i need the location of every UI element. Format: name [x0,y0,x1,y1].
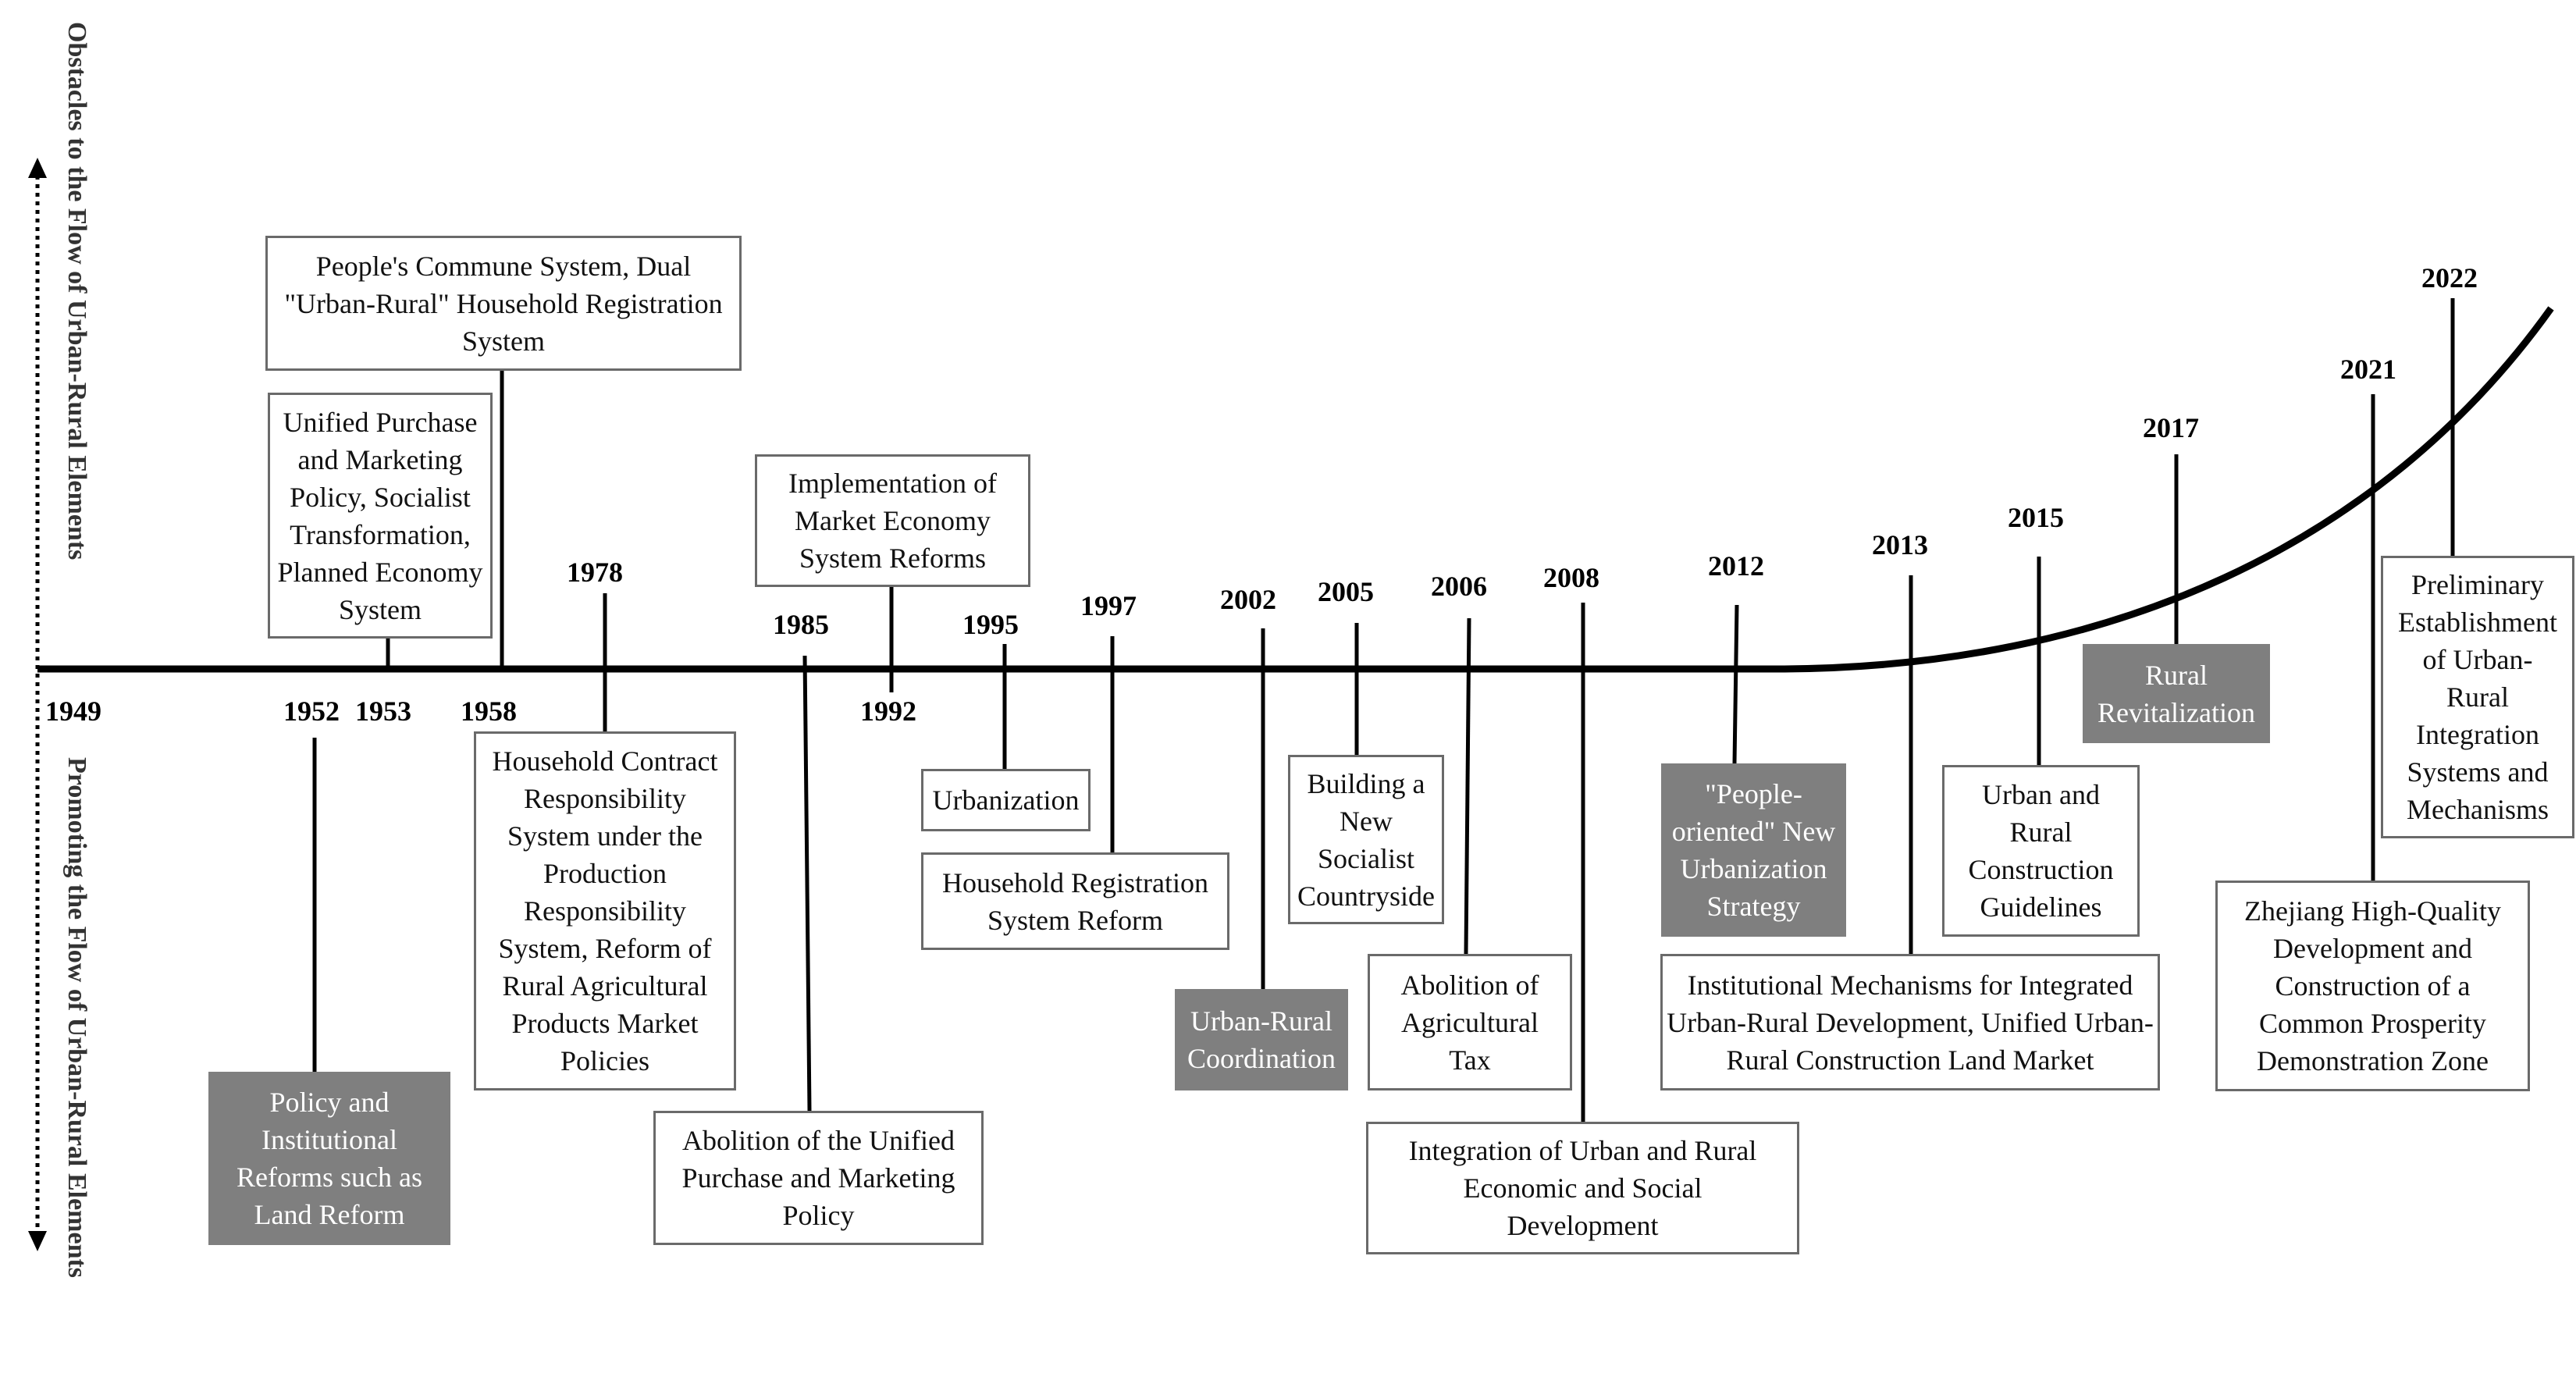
event-text-2015: Urban and Rural Construction Guidelines [1968,779,2114,923]
connector-2012 [1735,605,1737,763]
event-box-2005 [1288,755,1444,924]
year-1958: 1958 [461,696,517,727]
arrow-up-icon [28,158,47,178]
year-1997: 1997 [1080,590,1137,621]
year-2015: 2015 [2008,502,2064,533]
event-box-1997 [921,852,1229,950]
event-box-2008 [1366,1122,1799,1254]
event-text-2008: Integration of Urban and Rural Economic and Social Development [1408,1135,1757,1241]
event-text-1952: Policy and Institutional Reforms such as Land Reform [237,1087,422,1230]
event-text-2006: Abolition of Agricultural Tax [1400,969,1539,1076]
year-1952: 1952 [283,696,340,727]
event-text-2005: Building a New Socialist Countryside [1297,767,1435,912]
year-1995: 1995 [962,609,1019,640]
event-box-2013 [1660,954,2160,1090]
year-2021: 2021 [2340,354,2396,385]
event-box-2006 [1368,954,1572,1090]
event-text-2022: Preliminary Establishment of Urban-Rural Integration Systems and Mechanisms [2398,569,2557,825]
year-1992: 1992 [860,696,916,727]
event-text-1958: People's Commune System, Dual "Urban-Rural" Household Registration System [284,250,723,357]
event-text-2013: Institutional Mechanisms for Integrated Urban-Rural Development, Unified Urban-Rural Construction Land Market [1667,969,2154,1076]
event-box-2002 [1175,989,1348,1090]
event-box-1995 [921,769,1091,831]
year-2017: 2017 [2143,412,2199,443]
event-box-2012 [1661,763,1846,937]
year-2022: 2022 [2421,262,2478,294]
event-box-2017 [2083,644,2270,743]
event-box-1978 [474,731,736,1090]
event-text-1995: Urbanization [932,785,1080,816]
event-text-1997: Household Registration System Reform [942,866,1208,936]
event-text-2017: Rural Revitalization [2097,659,2255,728]
event-box-1953 [268,393,493,639]
year-2013: 2013 [1872,529,1928,560]
year-1949: 1949 [45,696,101,727]
event-box-1952 [208,1072,450,1245]
event-text-2012: "People-oriented" New Urbanization Strategy [1671,778,1836,922]
connector-1985 [805,656,809,1111]
event-text-1992: Implementation of Market Economy System Reforms [788,468,997,574]
promoting-axis-label: Promoting the Flow of Urban-Rural Elements [62,757,91,1279]
event-box-2021 [2215,881,2530,1091]
event-text-1953: Unified Purchase and Marketing Policy, Socialist Transformation, Planned Economy System [277,406,483,625]
event-box-2015 [1942,765,2140,937]
year-2008: 2008 [1543,562,1599,593]
event-text-2021: Zhejiang High-Quality Development and Construction of a Common Prosperity Demonstration Zone [2244,895,2501,1076]
year-1985: 1985 [773,609,829,640]
event-box-2022 [2381,556,2574,838]
event-box-1958 [265,236,742,371]
event-text-2002: Urban-Rural Coordination [1187,1005,1336,1074]
year-1953: 1953 [355,696,411,727]
obstacles-axis-label: Obstacles to the Flow of Urban-Rural Elements [62,22,91,560]
year-2005: 2005 [1318,576,1374,607]
year-2006: 2006 [1431,571,1487,602]
arrow-down-icon [28,1231,47,1251]
event-box-1985 [653,1111,984,1245]
year-2002: 2002 [1220,584,1276,615]
year-1978: 1978 [567,557,623,588]
year-2012: 2012 [1708,550,1764,582]
event-text-1978: Household Contract Responsibility System under the Production Responsibility System, Reform of Rural Agricultural Products Market Policies [492,745,718,1076]
event-box-1992 [755,454,1030,587]
event-text-1985: Abolition of the Unified Purchase and Marketing Policy [681,1125,955,1231]
